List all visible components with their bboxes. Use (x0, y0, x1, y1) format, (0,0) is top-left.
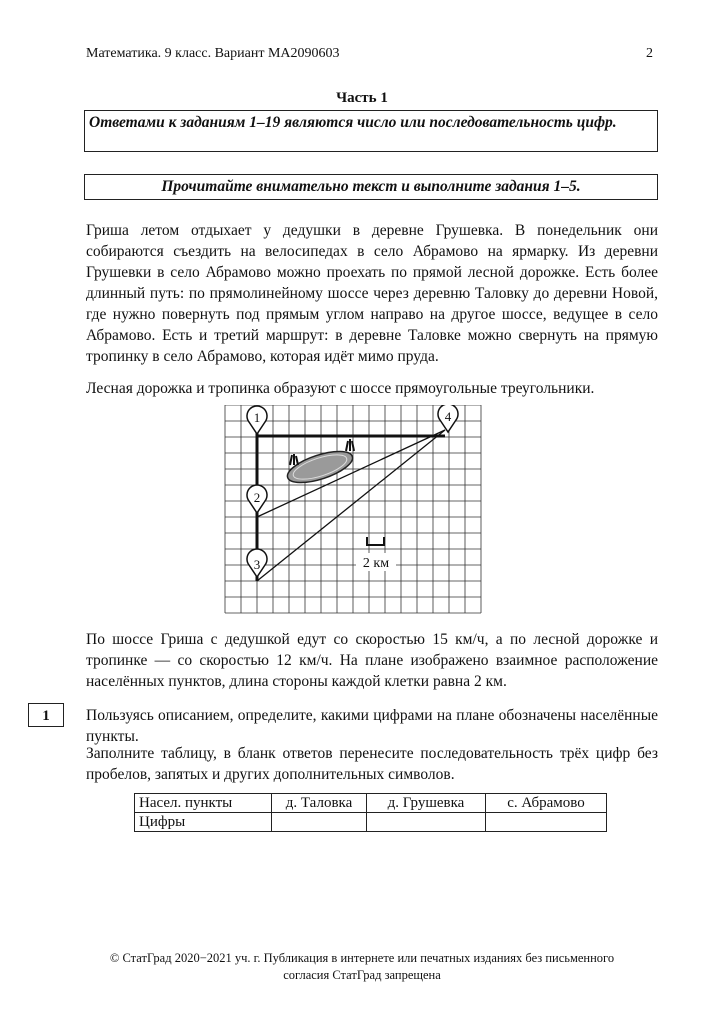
marker-2 (247, 485, 267, 513)
instruction-read-box: Прочитайте внимательно текст и выполните задания 1–5. (84, 174, 658, 200)
scale-label: 2 км (362, 556, 390, 571)
svg-text:4: 4 (444, 409, 452, 424)
page-header-title: Математика. 9 класс. Вариант МА2090603 (86, 46, 340, 61)
header-cell: д. Грушевка (367, 794, 486, 813)
svg-text:1: 1 (253, 410, 261, 425)
svg-text:3: 3 (253, 557, 261, 572)
part-title: Часть 1 (336, 90, 388, 106)
footer-line-1: © СтатГрад 2020−2021 уч. г. Публикация в интернете или печатных изданиях без письменного (109, 951, 615, 965)
instruction-answers-box: Ответами к заданиям 1–19 являются число или последовательность цифр. (84, 110, 658, 152)
task-text-1: Пользуясь описанием, определите, какими цифрами на плане обозначены населённые пункты. (86, 707, 658, 745)
pond (284, 445, 356, 489)
answer-cell-grushevka[interactable] (367, 813, 486, 832)
answer-cell-abramovo[interactable] (486, 813, 607, 832)
svg-text:2: 2 (253, 490, 261, 505)
scale-bar (367, 537, 384, 545)
footer-line-2: согласия СтатГрад запрещена (283, 968, 441, 982)
task-number-box: 1 (28, 703, 64, 727)
story-paragraph-2: Лесная дорожка и тропинка образуют с шоссе прямоугольные треугольники. (86, 380, 595, 397)
page-number: 2 (646, 46, 653, 61)
story-paragraph-3: По шоссе Гриша с дедушкой едут со скоростью 15 км/ч, а по лесной дорожке и тропинке — со скоростью 12 км/ч. На плане изображено взаимное расположение населённых пунктов, длина стороны каждой клетки равна 2 км. (86, 631, 658, 690)
reed-icon (290, 454, 298, 465)
footer (0, 950, 724, 984)
header-cell: д. Таловка (272, 794, 367, 813)
answer-table-digits-row (135, 813, 607, 832)
answer-cell-talovka[interactable] (272, 813, 367, 832)
marker-3 (247, 549, 267, 577)
row-label: Цифры (135, 813, 272, 832)
header-cell: с. Абрамово (486, 794, 607, 813)
route-map (220, 405, 485, 617)
header-cell: Насел. пункты (135, 794, 272, 813)
marker-1 (247, 406, 267, 434)
marker-4 (438, 405, 458, 432)
task-text-2: Заполните таблицу, в бланк ответов перенесите последовательность трёх цифр без пробелов, запятых и других дополнительных символов. (86, 745, 658, 783)
answer-table-header-row (135, 794, 607, 813)
answer-table (134, 793, 607, 832)
story-paragraph-1: Гриша летом отдыхает у дедушки в деревне Грушевка. В понедельник они собираются съездить на велосипедах в село Абрамово на ярмарку. Из деревни Грушевки в село Абрамово можно проехать по прямой лесной дорожке. Есть более длинный путь: по прямолинейному шоссе через деревню Таловку до деревни Новой, где нужно повернуть под прямым углом направо на другое шоссе, ведущее в село Абрамово. Есть и третий маршрут: в деревне Таловке можно свернуть на прямую тропинку в село Абрамово, которая идёт мимо пруда. (86, 222, 658, 365)
